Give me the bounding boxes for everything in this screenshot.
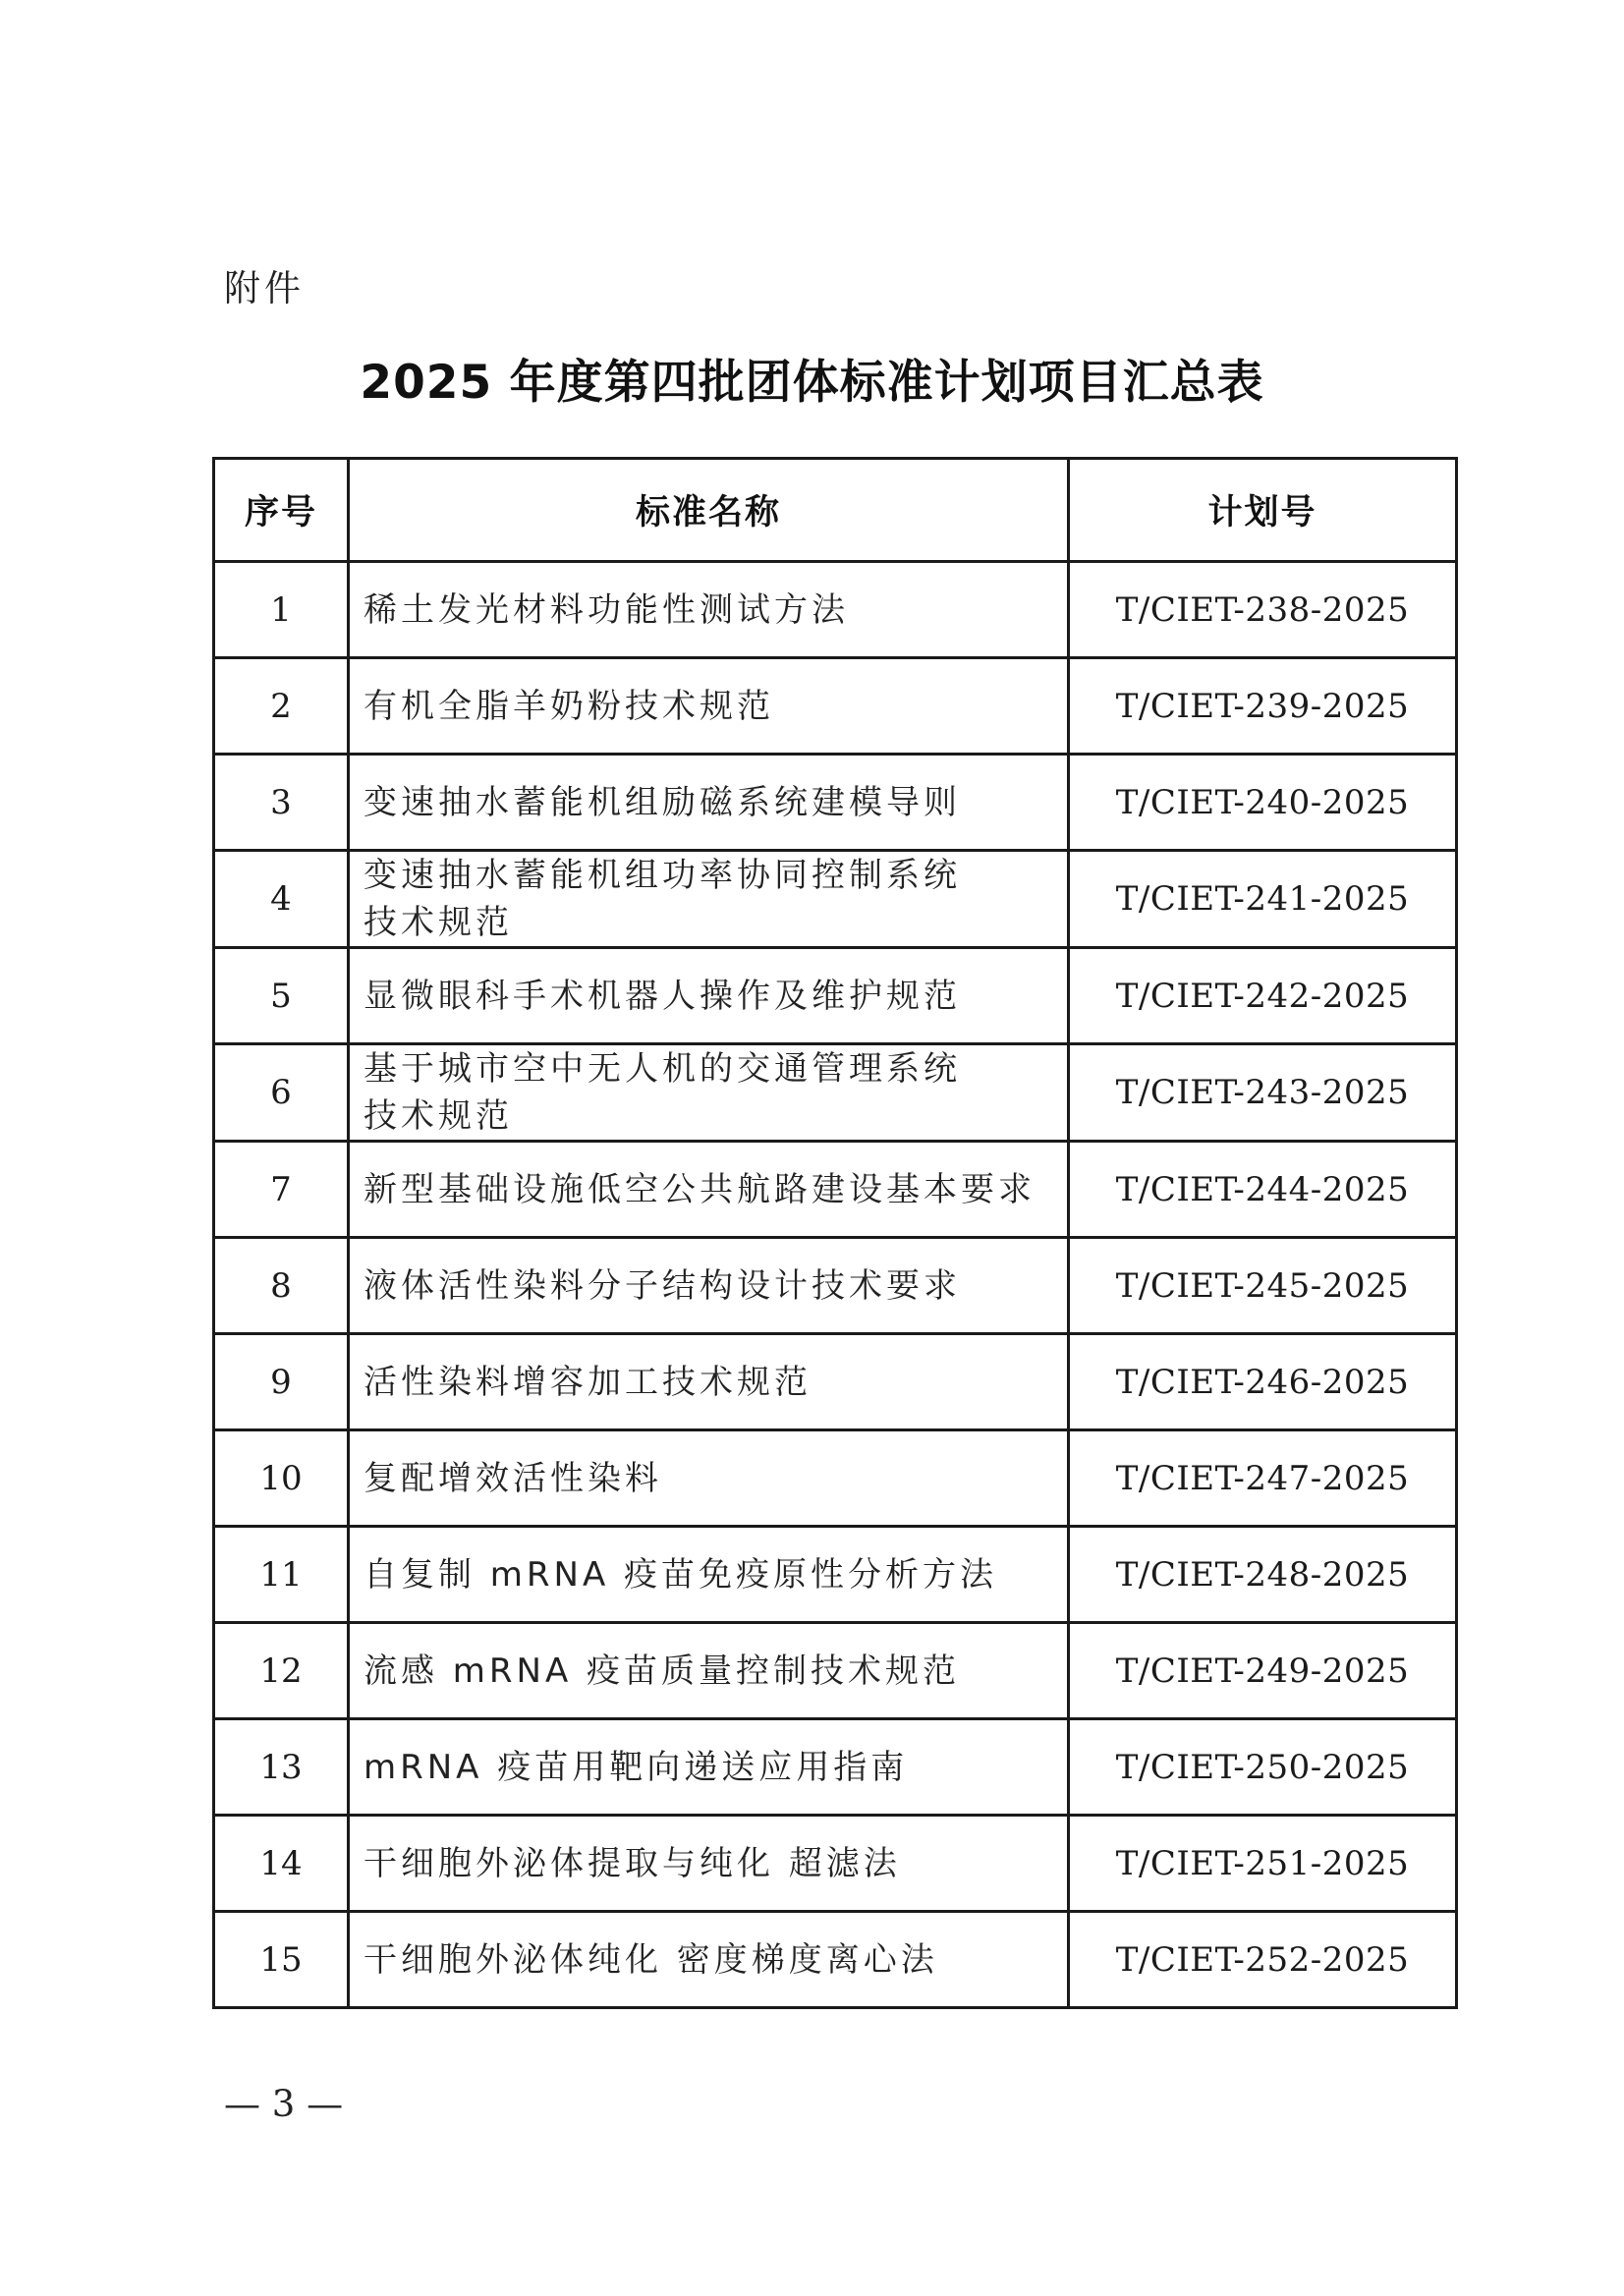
cell-plan-number: T/CIET-238-2025 [1069,562,1457,658]
cell-serial-number: 8 [214,1238,349,1334]
cell-standard-name [349,1334,1069,1430]
standard-name-line: 干细胞外泌体纯化 密度梯度离心法 [364,1939,938,1980]
header-standard-name: 标准名称 [349,459,1069,562]
standards-table [212,457,1458,2009]
cell-plan-number: T/CIET-245-2025 [1069,1238,1457,1334]
standard-name-line: 干细胞外泌体提取与纯化 超滤法 [364,1843,901,1883]
cell-plan-number: T/CIET-244-2025 [1069,1142,1457,1238]
standard-name-line: 显微眼科手术机器人操作及维护规范 [364,976,961,1016]
cell-serial-number: 6 [214,1044,349,1142]
standard-name-line: 活性染料增容加工技术规范 [364,1362,812,1402]
table-row [214,562,1457,658]
table-row [214,755,1457,851]
cell-plan-number: T/CIET-241-2025 [1069,851,1457,948]
standard-name-line: 稀土发光材料功能性测试方法 [364,589,849,630]
cell-standard-name [349,1816,1069,1912]
cell-serial-number: 2 [214,658,349,755]
table-row [214,658,1457,755]
table-row [214,1238,1457,1334]
cell-plan-number: T/CIET-242-2025 [1069,948,1457,1044]
standard-name-line: 新型基础设施低空公共航路建设基本要求 [364,1169,1036,1209]
standard-name-line: 有机全脂羊奶粉技术规范 [364,686,774,726]
cell-serial-number: 5 [214,948,349,1044]
cell-serial-number: 14 [214,1816,349,1912]
cell-standard-name [349,1527,1069,1623]
header-serial-number: 序号 [214,459,349,562]
table-row [214,1142,1457,1238]
cell-standard-name [349,755,1069,851]
standard-name-line: 流感 mRNA 疫苗质量控制技术规范 [364,1651,961,1691]
table-row [214,1623,1457,1719]
table-row [214,1430,1457,1527]
cell-plan-number: T/CIET-249-2025 [1069,1623,1457,1719]
table-row [214,1912,1457,2008]
cell-standard-name [349,948,1069,1044]
cell-plan-number: T/CIET-248-2025 [1069,1527,1457,1623]
cell-standard-name [349,1044,1069,1142]
cell-standard-name [349,1238,1069,1334]
standard-name-line: 复配增效活性染料 [364,1458,662,1498]
table-row [214,1044,1457,1142]
standard-name-line: 技术规范 [364,903,513,942]
cell-serial-number: 1 [214,562,349,658]
standard-name-line: mRNA 疫苗用靶向递送应用指南 [364,1747,909,1787]
header-plan-number: 计划号 [1069,459,1457,562]
table-row [214,1719,1457,1816]
table-body [214,562,1457,2008]
cell-plan-number: T/CIET-239-2025 [1069,658,1457,755]
cell-plan-number: T/CIET-251-2025 [1069,1816,1457,1912]
cell-serial-number: 9 [214,1334,349,1430]
table-row [214,948,1457,1044]
cell-serial-number: 12 [214,1623,349,1719]
cell-serial-number: 4 [214,851,349,948]
standard-name-line: 变速抽水蓄能机组功率协同控制系统 [364,856,961,895]
cell-standard-name [349,1623,1069,1719]
cell-plan-number: T/CIET-247-2025 [1069,1430,1457,1527]
cell-serial-number: 3 [214,755,349,851]
cell-standard-name [349,1142,1069,1238]
standard-name-line: 自复制 mRNA 疫苗免疫原性分析方法 [364,1554,998,1595]
standard-name-line: 基于城市空中无人机的交通管理系统 [364,1049,961,1089]
cell-standard-name [349,658,1069,755]
cell-standard-name [349,1430,1069,1527]
attachment-label: 附件 [224,267,305,309]
cell-serial-number: 10 [214,1430,349,1527]
table-header-row [214,459,1457,562]
cell-serial-number: 11 [214,1527,349,1623]
cell-plan-number: T/CIET-240-2025 [1069,755,1457,851]
cell-plan-number: T/CIET-246-2025 [1069,1334,1457,1430]
table-row [214,1334,1457,1430]
cell-standard-name [349,562,1069,658]
table-row [214,1816,1457,1912]
cell-serial-number: 7 [214,1142,349,1238]
cell-serial-number: 15 [214,1912,349,2008]
document-title: 2025 年度第四批团体标准计划项目汇总表 [360,356,1264,410]
cell-plan-number: T/CIET-250-2025 [1069,1719,1457,1816]
standard-name-line: 变速抽水蓄能机组励磁系统建模导则 [364,782,961,822]
cell-serial-number: 13 [214,1719,349,1816]
page-number: — 3 — [224,2083,344,2125]
cell-plan-number: T/CIET-243-2025 [1069,1044,1457,1142]
cell-standard-name [349,851,1069,948]
cell-standard-name [349,1719,1069,1816]
standard-name-line: 液体活性染料分子结构设计技术要求 [364,1265,961,1306]
cell-standard-name [349,1912,1069,2008]
table-row [214,851,1457,948]
cell-plan-number: T/CIET-252-2025 [1069,1912,1457,2008]
standard-name-line: 技术规范 [364,1096,513,1136]
table-row [214,1527,1457,1623]
